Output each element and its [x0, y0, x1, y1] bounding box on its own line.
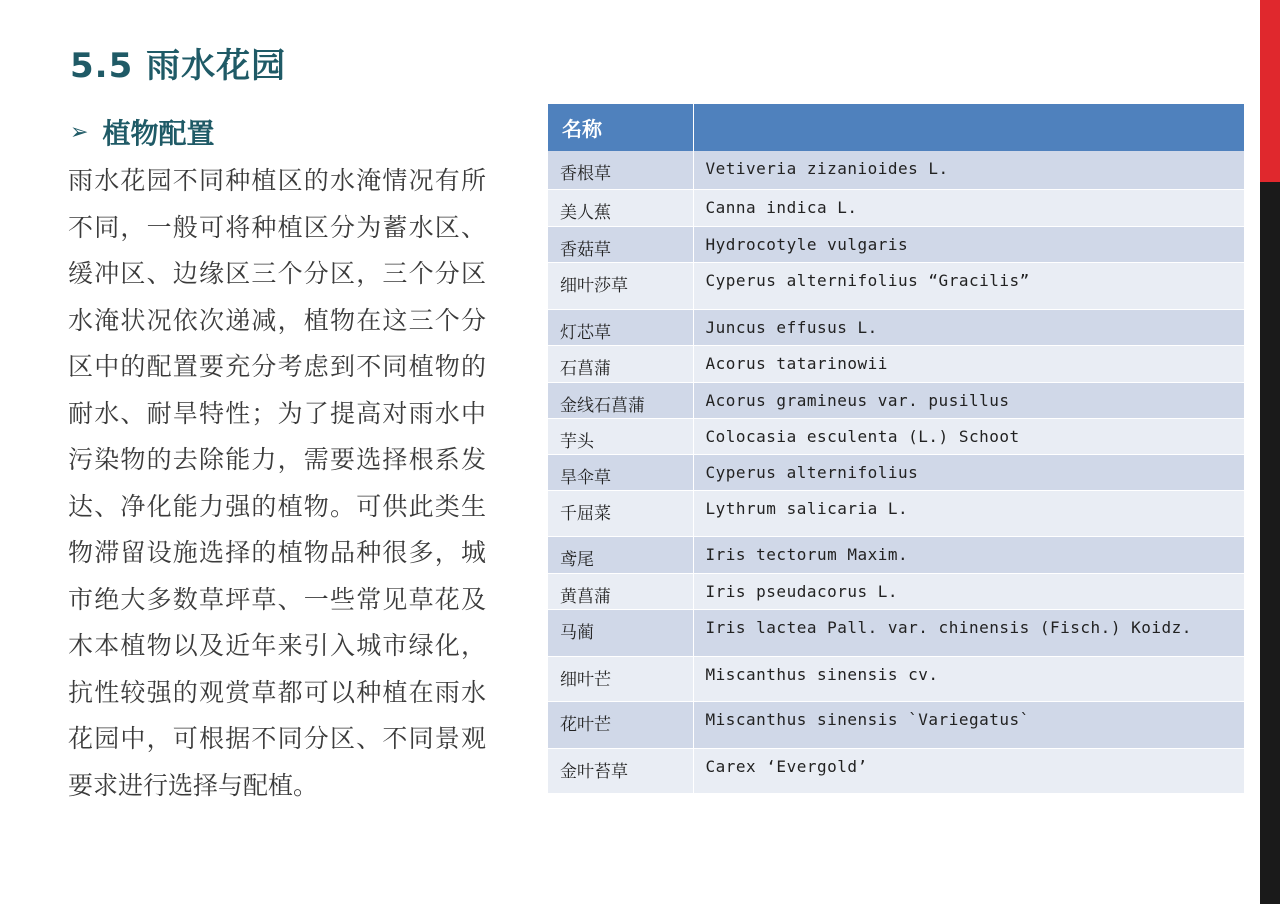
- accent-red-block: [1260, 0, 1280, 182]
- table-row: [548, 573, 1244, 609]
- plant-common-name: 芋头: [548, 418, 693, 454]
- table-row: [548, 345, 1244, 382]
- section-heading-label: 植物配置: [102, 117, 215, 150]
- accent-dark-block: [1260, 182, 1280, 904]
- plant-latin-name: Carex ‘Evergold’: [693, 748, 1244, 793]
- table-row: [548, 701, 1244, 748]
- plant-common-name: 花叶芒: [548, 701, 693, 748]
- plant-table: [548, 104, 1245, 794]
- plant-common-name: 香根草: [548, 151, 693, 189]
- plant-common-name: 美人蕉: [548, 189, 693, 226]
- arrow-bullet-icon: ➢: [70, 119, 89, 145]
- page-title: 5.5 雨水花园: [70, 46, 287, 86]
- table-header-row: [548, 104, 1244, 151]
- plant-common-name: 金线石菖蒲: [548, 382, 693, 418]
- plant-common-name: 细叶芒: [548, 656, 693, 701]
- table-row: [548, 656, 1244, 701]
- plant-latin-name: Hydrocotyle vulgaris: [693, 226, 1244, 262]
- right-accent-bar: [1260, 0, 1280, 904]
- table-row: [548, 382, 1244, 418]
- plant-table-container: [548, 104, 1244, 794]
- column-header-latin: [693, 104, 1244, 151]
- plant-common-name: 香菇草: [548, 226, 693, 262]
- section-heading: [70, 112, 214, 152]
- table-row: [548, 262, 1244, 309]
- plant-latin-name: Colocasia esculenta (L.) Schoot: [693, 418, 1244, 454]
- plant-common-name: 马蔺: [548, 609, 693, 656]
- table-row: [548, 490, 1244, 536]
- plant-latin-name: Cyperus alternifolius: [693, 454, 1244, 490]
- body-paragraph: 雨水花园不同种植区的水淹情况有所不同，一般可将种植区分为蓄水区、缓冲区、边缘区三个分区，三个分区水淹状况依次递减，植物在这三个分区中的配置要充分考虑到不同植物的耐水、耐旱特性；为了提高对雨水中污染物的去除能力，需要选择根系发达、净化能力强的植物。可供此类生物滞留设施选择的植物品种很多，城市绝大多数草坪草、一些常见草花及木本植物以及近年来引入城市绿化，抗性较强的观赏草都可以种植在雨水花园中，可根据不同分区、不同景观要求进行选择与配植。: [68, 166, 486, 800]
- plant-latin-name: Miscanthus sinensis `Variegatus`: [693, 701, 1244, 748]
- table-row: [548, 226, 1244, 262]
- plant-latin-name: Vetiveria zizanioides L.: [693, 151, 1244, 189]
- table-row: [548, 609, 1244, 656]
- plant-latin-name: Canna indica L.: [693, 189, 1244, 226]
- table-row: [548, 309, 1244, 345]
- plant-latin-name: Lythrum salicaria L.: [693, 490, 1244, 536]
- plant-latin-name: Iris pseudacorus L.: [693, 573, 1244, 609]
- plant-common-name: 鸢尾: [548, 536, 693, 573]
- table-row: [548, 536, 1244, 573]
- table-row: [548, 418, 1244, 454]
- table-row: [548, 151, 1244, 189]
- plant-latin-name: Acorus tatarinowii: [693, 345, 1244, 382]
- plant-latin-name: Miscanthus sinensis cv.: [693, 656, 1244, 701]
- plant-latin-name: Cyperus alternifolius “Gracilis”: [693, 262, 1244, 309]
- table-row: [548, 748, 1244, 793]
- table-row: [548, 189, 1244, 226]
- plant-common-name: 细叶莎草: [548, 262, 693, 309]
- plant-common-name: 石菖蒲: [548, 345, 693, 382]
- plant-latin-name: Juncus effusus L.: [693, 309, 1244, 345]
- plant-common-name: 千屈菜: [548, 490, 693, 536]
- column-header-name: 名称: [548, 104, 693, 151]
- plant-common-name: 灯芯草: [548, 309, 693, 345]
- plant-latin-name: Iris tectorum Maxim.: [693, 536, 1244, 573]
- plant-common-name: 黄菖蒲: [548, 573, 693, 609]
- plant-latin-name: Iris lactea Pall. var. chinensis (Fisch.) Koidz.: [693, 609, 1244, 656]
- table-body: [548, 151, 1244, 793]
- plant-latin-name: Acorus gramineus var. pusillus: [693, 382, 1244, 418]
- plant-common-name: 金叶苔草: [548, 748, 693, 793]
- plant-common-name: 旱伞草: [548, 454, 693, 490]
- table-row: [548, 454, 1244, 490]
